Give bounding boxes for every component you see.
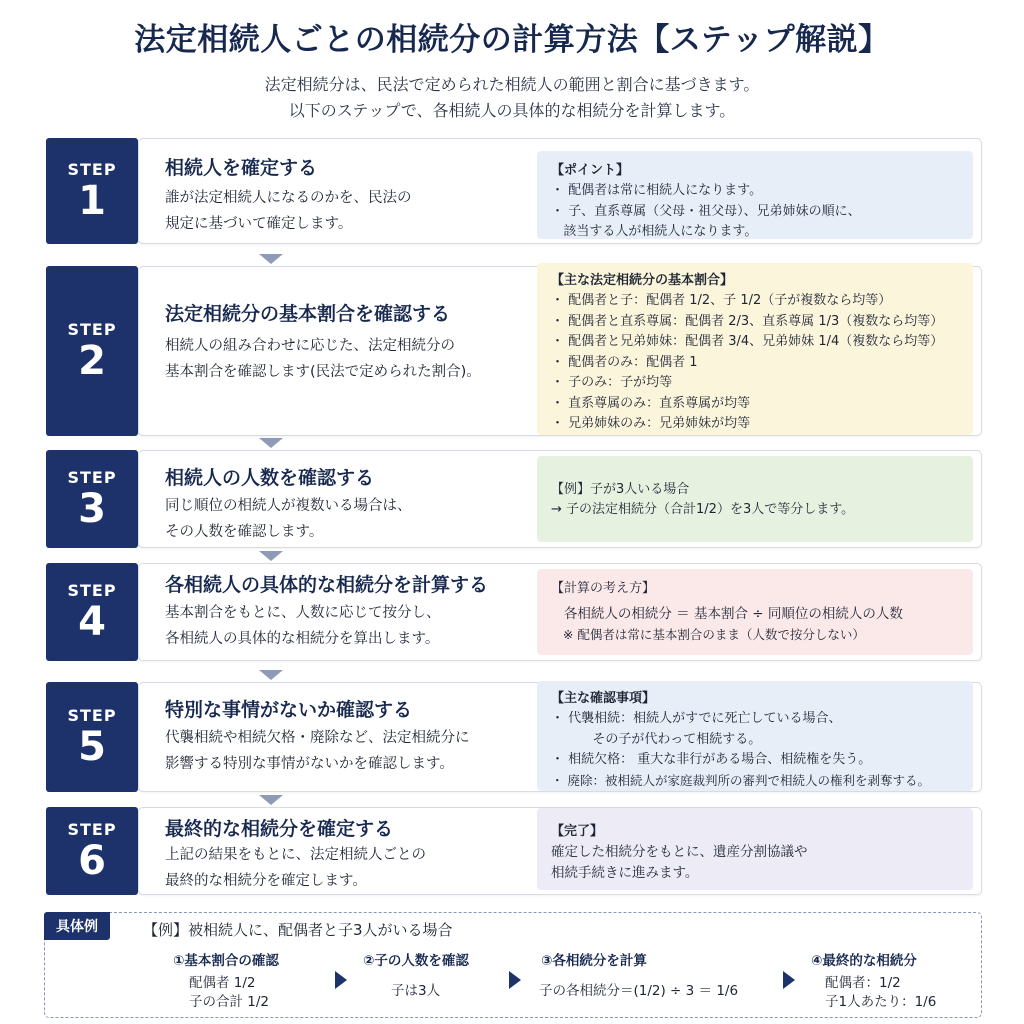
example-title: 【例】被相続人に、配偶者と子3人がいる場合 bbox=[143, 921, 453, 939]
step-3-note-title: 【例】子が3人いる場合 bbox=[551, 482, 690, 497]
step-2-note-line: ・ 配偶者と兄弟姉妹：配偶者 3/4、兄弟姉妹 1/4（複数なら均等） bbox=[551, 334, 944, 349]
step-2-note-line: ・ 兄弟姉妹のみ：兄弟姉妹が均等 bbox=[551, 416, 751, 431]
step-6-card bbox=[138, 807, 982, 895]
step-5-note-line: その子が代わって相続する。 bbox=[551, 731, 762, 747]
step-5 bbox=[46, 682, 982, 792]
step-5-heading: 特別な事情がないか確認する bbox=[165, 699, 413, 721]
step-2-note-line: ・ 子のみ：子が均等 bbox=[551, 375, 673, 390]
step-1-note-line: ・ 配偶者は常に相続人になります。 bbox=[551, 183, 763, 198]
step-6-badge bbox=[46, 807, 138, 895]
step-5-badge bbox=[46, 682, 138, 792]
step-1-number: 1 bbox=[78, 177, 106, 224]
step-5-number: 5 bbox=[78, 723, 106, 770]
flow-arrow-icon bbox=[259, 795, 283, 805]
step-4-number: 4 bbox=[78, 598, 106, 645]
step-4-label: STEP bbox=[67, 580, 117, 600]
step-2-note-line: ・ 配偶者と子：配偶者 1/2、子 1/2（子が複数なら均等） bbox=[551, 293, 892, 308]
step-4-description: 基本割合をもとに、人数に応じて按分し、 各相続人の具体的な相続分を算出します。 bbox=[165, 605, 441, 647]
arrow-right-icon bbox=[783, 971, 795, 989]
step-3-heading: 相続人の人数を確認する bbox=[165, 467, 375, 489]
step-6 bbox=[46, 807, 982, 895]
step-1-note-line: ・ 子、直系尊属（父母・祖父母）、兄弟姉妹の順に、 bbox=[551, 203, 861, 219]
example-step-3 bbox=[539, 949, 738, 1001]
step-1-note-title: 【ポイント】 bbox=[551, 163, 630, 178]
step-1-card bbox=[138, 138, 982, 244]
step-2-badge bbox=[46, 266, 138, 436]
example-step-4 bbox=[811, 949, 936, 1012]
step-2-label: STEP bbox=[67, 319, 117, 339]
step-6-note-line: 確定した相続分をもとに、遺産分割協議や bbox=[551, 844, 808, 860]
step-6-description: 上記の結果をもとに、法定相続人ごとの 最終的な相続分を確定します。 bbox=[165, 847, 426, 889]
step-3-number: 3 bbox=[78, 485, 106, 532]
step-2-note-line: ・ 直系尊属のみ：直系尊属が均等 bbox=[551, 395, 751, 411]
step-3-note-line: → 子の法定相続分（合計1/2）を3人で等分します。 bbox=[551, 502, 855, 517]
flow-arrow-icon bbox=[259, 551, 283, 561]
step-5-description: 代襲相続や相続欠格・廃除など、法定相続分に 影響する特別な事情がないかを確認します。 bbox=[165, 730, 470, 772]
page-title: 法定相続人ごとの相続分の計算方法【ステップ解説】 bbox=[134, 22, 890, 58]
example-step-1 bbox=[173, 949, 279, 1012]
step-3-badge bbox=[46, 450, 138, 548]
step-4-note-title: 【計算の考え方】 bbox=[551, 581, 656, 596]
example-box bbox=[44, 912, 982, 1018]
step-1-note bbox=[537, 151, 973, 239]
example-step-2-heading: ②子の人数を確認 bbox=[363, 953, 469, 969]
step-2-description: 相続人の組み合わせに応じた、法定相続分の 基本割合を確認します(民法で定められた割合)。 bbox=[165, 338, 481, 380]
step-4-note-line: 各相続人の相続分 ＝ 基本割合 ÷ 同順位の相続人の人数 bbox=[551, 606, 903, 622]
step-4-card bbox=[138, 563, 982, 661]
example-step-1-heading: ①基本割合の確認 bbox=[173, 953, 279, 969]
step-6-label: STEP bbox=[67, 819, 117, 839]
step-2-note-title: 【主な法定相続分の基本割合】 bbox=[551, 273, 734, 288]
step-3-label: STEP bbox=[67, 467, 117, 487]
arrow-right-icon bbox=[335, 971, 347, 989]
step-1-note-line: 該当する人が相続人になります。 bbox=[551, 224, 758, 239]
step-5-card bbox=[138, 682, 982, 792]
page-subtitle-line2: 以下のステップで、各相続人の具体的な相続分を計算します。 bbox=[288, 101, 736, 120]
example-step-3-value: 子の各相続分＝(1/2) ÷ 3 ＝ 1/6 bbox=[539, 983, 739, 999]
step-4-heading: 各相続人の具体的な相続分を計算する bbox=[165, 574, 489, 596]
example-step-2-value: 子は3人 bbox=[391, 983, 441, 999]
flow-arrow-icon bbox=[259, 670, 283, 680]
flow-arrow-icon bbox=[259, 438, 283, 448]
example-step-4-heading: ④最終的な相続分 bbox=[811, 953, 917, 969]
step-1-heading: 相続人を確定する bbox=[165, 157, 318, 179]
step-2-heading: 法定相続分の基本割合を確認する bbox=[165, 303, 451, 325]
example-step-4-value: 配偶者：1/2 子1人あたり：1/6 bbox=[825, 975, 937, 1010]
arrow-right-icon bbox=[509, 971, 521, 989]
step-3-note bbox=[537, 456, 973, 542]
step-5-note-line: ・ 相続欠格： 重大な非行がある場合、相続権を失う。 bbox=[551, 752, 872, 767]
step-5-label: STEP bbox=[67, 705, 117, 725]
step-4-note-line: ※ 配偶者は常に基本割合のまま（人数で按分しない） bbox=[551, 626, 865, 642]
step-4-note bbox=[537, 569, 973, 655]
step-1-badge bbox=[46, 138, 138, 244]
example-step-2 bbox=[363, 949, 469, 1001]
step-5-note-title: 【主な確認事項】 bbox=[551, 691, 656, 706]
step-1-description: 誰が法定相続人になるのかを、民法の 規定に基づいて確定します。 bbox=[165, 190, 412, 232]
step-2-note-line: ・ 配偶者のみ：配偶者 1 bbox=[551, 354, 698, 370]
step-4 bbox=[46, 563, 982, 661]
step-3-card bbox=[138, 450, 982, 548]
step-5-note-line: ・ 代襲相続：相続人がすでに死亡している場合、 bbox=[551, 711, 842, 726]
step-6-heading: 最終的な相続分を確定する bbox=[165, 818, 394, 840]
step-6-note bbox=[537, 808, 973, 890]
step-3-description: 同じ順位の相続人が複数いる場合は、 その人数を確認します。 bbox=[165, 498, 412, 540]
step-2-number: 2 bbox=[78, 337, 106, 384]
step-2-note-line: ・ 配偶者と直系尊属：配偶者 2/3、直系尊属 1/3（複数なら均等） bbox=[551, 313, 944, 329]
example-tag: 具体例 bbox=[44, 912, 110, 940]
step-3 bbox=[46, 450, 982, 548]
step-5-note-line: ・ 廃除：被相続人が家庭裁判所の審判で相続人の権利を剥奪する。 bbox=[551, 772, 930, 788]
example-step-1-value: 配偶者 1/2 子の合計 1/2 bbox=[189, 975, 270, 1010]
step-1 bbox=[46, 138, 982, 244]
flow-arrow-icon bbox=[259, 254, 283, 264]
example-step-3-heading: ③各相続分を計算 bbox=[541, 953, 647, 969]
step-2 bbox=[46, 266, 982, 436]
step-2-card bbox=[138, 266, 982, 436]
step-4-badge bbox=[46, 563, 138, 661]
step-6-note-line: 相続手続きに進みます。 bbox=[551, 864, 699, 881]
step-5-note bbox=[537, 681, 973, 791]
step-6-note-title: 【完了】 bbox=[551, 824, 604, 839]
page-subtitle-line1: 法定相続分は、民法で定められた相続人の範囲と割合に基づきます。 bbox=[264, 75, 760, 94]
step-1-label: STEP bbox=[67, 159, 117, 179]
step-2-note bbox=[537, 263, 973, 435]
step-6-number: 6 bbox=[78, 837, 106, 884]
